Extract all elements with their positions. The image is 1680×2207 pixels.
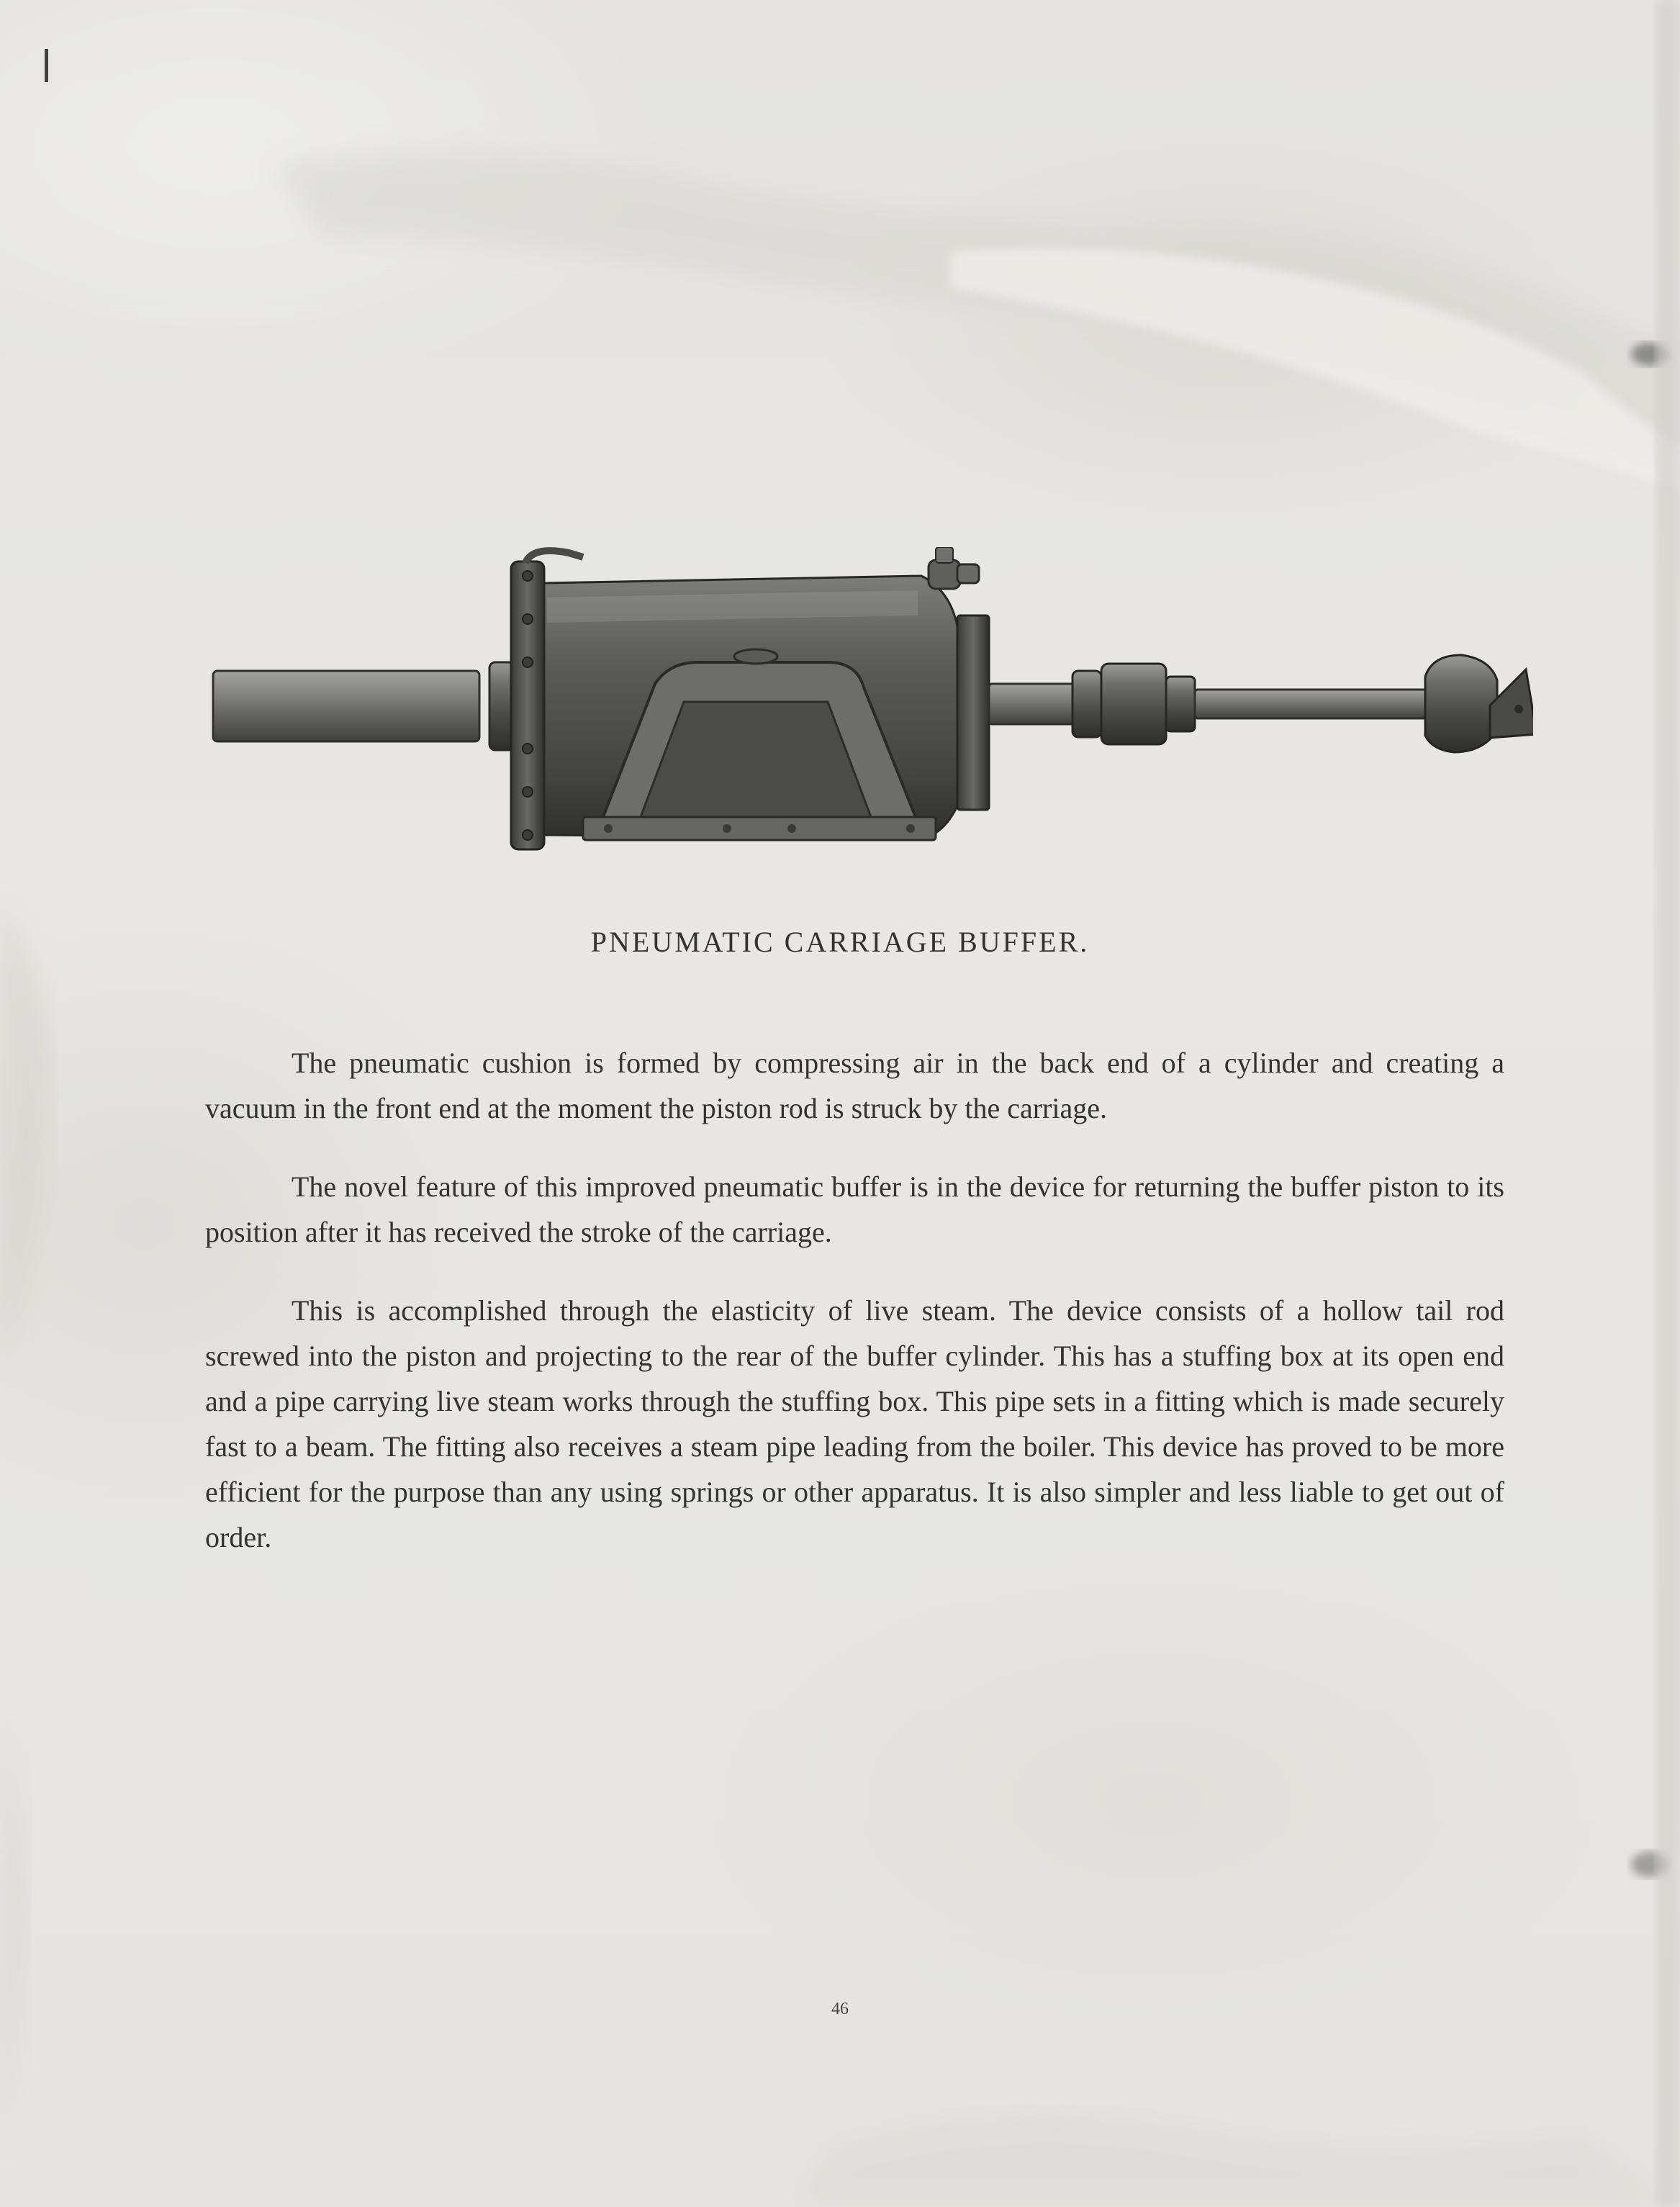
figure-caption: PNEUMATIC CARRIAGE BUFFER. xyxy=(590,926,1090,958)
pneumatic-buffer-illustration xyxy=(209,547,1533,864)
body-text xyxy=(205,1040,1504,1593)
paragraph-1: The pneumatic cushion is formed by compressing air in the back end of a cylinder and creating a vacuum in the front end at the moment the piston rod is struck by the carriage. xyxy=(205,1047,1504,1124)
page-number: 46 xyxy=(831,2000,849,2018)
paragraph-3: This is accomplished through the elasticity of live steam. The device consists of a hollow tail rod screwed into the piston and projecting to the rear of the buffer cylinder. This has a stuffing box at its open end and a pipe carrying live steam works through the stuffing box. This pipe sets in a fitting which is made securely fast to a beam. The fitting also receives a steam pipe leading from the boiler. This device has proved to be more efficient for the purpose than any using springs or other apparatus. It is also simpler and less liable to get out of order. xyxy=(205,1294,1504,1553)
paragraph-2: The novel feature of this improved pneumatic buffer is in the device for returning the buffer piston to its position after it has received the stroke of the carriage. xyxy=(205,1170,1504,1248)
